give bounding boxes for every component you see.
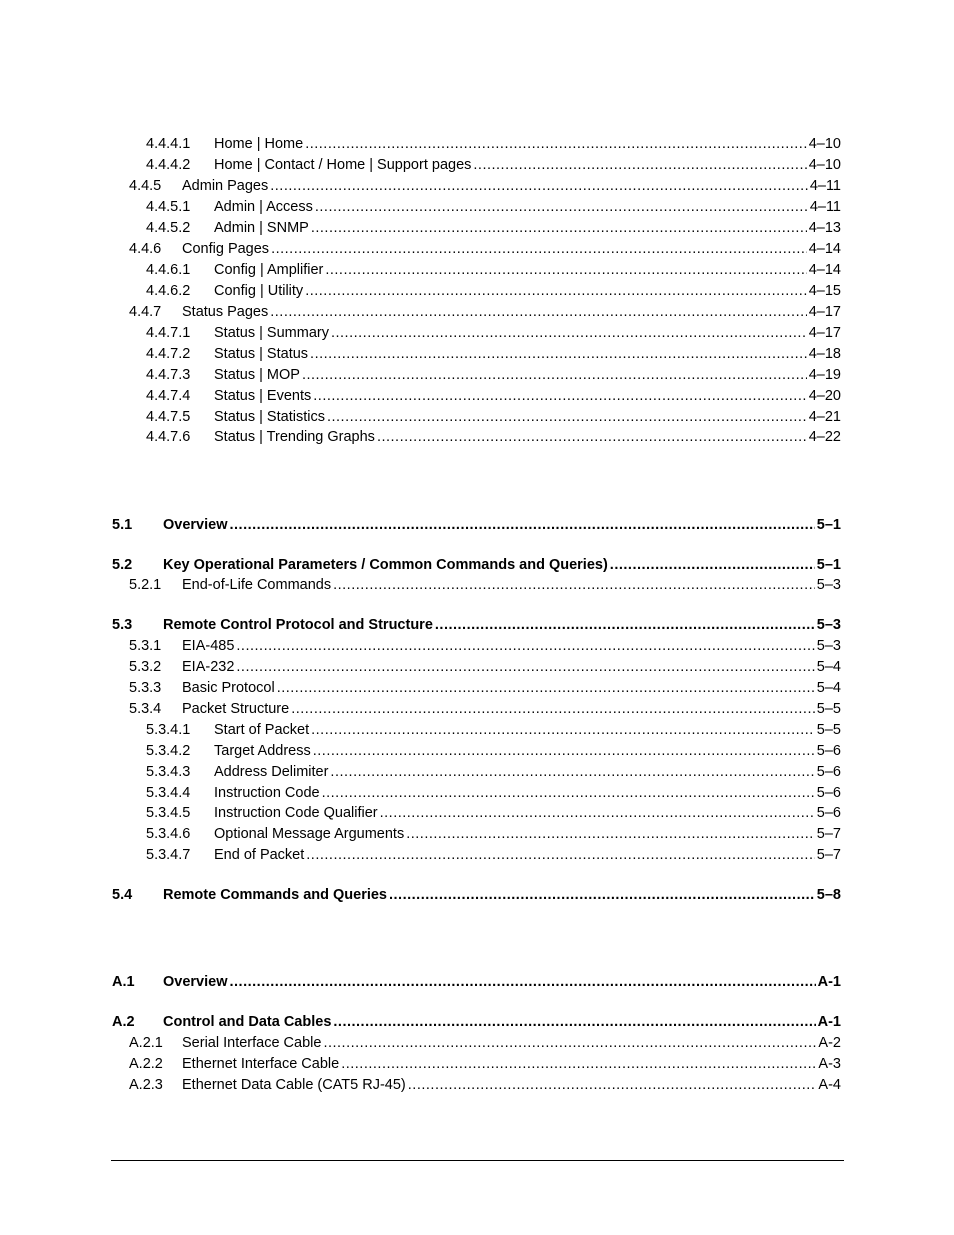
toc-entry-title: Start of Packet xyxy=(214,722,310,738)
toc-entry[interactable] xyxy=(146,783,841,803)
toc-entry-number: 4.4.7.4 xyxy=(146,388,191,404)
toc-entry[interactable] xyxy=(112,515,841,535)
toc-entry-number: 4.4.7.6 xyxy=(146,429,191,445)
toc-entry-number: 5.3.4.7 xyxy=(146,847,191,863)
toc-entry-title: Config | Utility xyxy=(214,283,304,299)
toc-entry-number: 5.3.4.5 xyxy=(146,805,191,821)
toc-entry-page: A-2 xyxy=(818,1035,841,1051)
toc-entry-number: 4.4.7 xyxy=(129,304,162,320)
toc-entry[interactable] xyxy=(146,741,841,761)
toc-entry-number: 5.3.2 xyxy=(129,659,162,675)
toc-dot-leader xyxy=(230,972,816,992)
toc-entry-number: A.2.1 xyxy=(129,1035,163,1051)
toc-entry[interactable] xyxy=(129,575,841,595)
toc-entry-title: Home | Home xyxy=(214,136,304,152)
toc-entry-page: 5–4 xyxy=(816,680,841,696)
toc-entry[interactable] xyxy=(146,762,841,782)
toc-entry-title: Basic Protocol xyxy=(182,680,275,696)
toc-entry[interactable] xyxy=(112,555,841,575)
toc-entry-number: A.2.2 xyxy=(129,1056,163,1072)
toc-entry[interactable] xyxy=(146,427,841,447)
toc-dot-leader xyxy=(380,803,815,823)
toc-entry[interactable] xyxy=(146,281,841,301)
toc-entry-title: Overview xyxy=(163,974,228,990)
toc-entry-number: 5.3.3 xyxy=(129,680,162,696)
toc-dot-leader xyxy=(230,515,815,535)
toc-entry-number: 4.4.7.3 xyxy=(146,367,191,383)
toc-entry-page: 4–17 xyxy=(808,304,841,320)
toc-entry-number: 4.4.4.1 xyxy=(146,136,191,152)
toc-entry-number: 4.4.6.1 xyxy=(146,262,191,278)
toc-entry-page: 4–17 xyxy=(808,325,841,341)
toc-entry-page: A-3 xyxy=(818,1056,841,1072)
toc-entry[interactable] xyxy=(146,803,841,823)
toc-entry-page: 5–6 xyxy=(816,805,841,821)
toc-dot-leader xyxy=(311,720,815,740)
toc-entry-page: 4–10 xyxy=(808,136,841,152)
toc-entry-number: 4.4.7.2 xyxy=(146,346,191,362)
toc-entry-number: 5.3.4 xyxy=(129,701,162,717)
toc-entry[interactable] xyxy=(129,176,841,196)
toc-entry-number: A.2 xyxy=(112,1014,135,1030)
toc-entry-page: 5–3 xyxy=(816,577,841,593)
toc-entry-page: 4–11 xyxy=(809,199,841,215)
toc-entry[interactable] xyxy=(146,344,841,364)
toc-entry[interactable] xyxy=(129,1075,841,1095)
toc-dot-leader xyxy=(315,197,808,217)
toc-entry-page: 5–4 xyxy=(816,659,841,675)
toc-entry-number: 4.4.6 xyxy=(129,241,162,257)
toc-entry-page: 5–6 xyxy=(816,743,841,759)
toc-dot-leader xyxy=(305,134,807,154)
toc-entry-page: A-1 xyxy=(817,974,841,990)
toc-entry-number: 5.3.1 xyxy=(129,638,162,654)
toc-entry-title: Target Address xyxy=(214,743,311,759)
toc-entry[interactable] xyxy=(112,1012,841,1032)
toc-dot-leader xyxy=(330,762,814,782)
toc-entry[interactable] xyxy=(112,615,841,635)
toc-dot-leader xyxy=(311,218,807,238)
toc-entry-page: 4–20 xyxy=(808,388,841,404)
toc-dot-leader xyxy=(341,1054,816,1074)
toc-entry-page: 5–6 xyxy=(816,785,841,801)
toc-entry-title: Status | Status xyxy=(214,346,309,362)
toc-entry-page: 4–13 xyxy=(808,220,841,236)
toc-entry-page: 5–8 xyxy=(816,887,841,903)
toc-entry-title: Key Operational Parameters / Common Commands and Queries) xyxy=(163,557,608,573)
toc-dot-leader xyxy=(271,239,807,259)
toc-entry-number: 4.4.4.2 xyxy=(146,157,191,173)
toc-dot-leader xyxy=(331,323,807,343)
toc-entry-title: Admin | Access xyxy=(214,199,313,215)
toc-entry-page: 4–19 xyxy=(808,367,841,383)
toc-dot-leader xyxy=(277,678,815,698)
toc-dot-leader xyxy=(610,555,815,575)
toc-dot-leader xyxy=(435,615,815,635)
toc-entry-title: Remote Control Protocol and Structure xyxy=(163,617,433,633)
toc-dot-leader xyxy=(327,407,807,427)
toc-dot-leader xyxy=(323,1033,816,1053)
toc-entry-title: Config Pages xyxy=(182,241,270,257)
toc-entry[interactable] xyxy=(146,197,841,217)
toc-entry-title: Control and Data Cables xyxy=(163,1014,332,1030)
toc-entry-page: 5–7 xyxy=(816,847,841,863)
toc-entry-number: 5.2 xyxy=(112,557,133,573)
toc-entry-title: Admin | SNMP xyxy=(214,220,309,236)
toc-entry[interactable] xyxy=(129,699,841,719)
toc-entry[interactable] xyxy=(146,218,841,238)
toc-dot-leader xyxy=(302,365,807,385)
toc-entry[interactable] xyxy=(146,260,841,280)
toc-entry-page: A-4 xyxy=(818,1077,841,1093)
toc-entry-title: Optional Message Arguments xyxy=(214,826,405,842)
toc-dot-leader xyxy=(270,176,808,196)
toc-entry-number: 5.3 xyxy=(112,617,133,633)
toc-entry[interactable] xyxy=(112,972,841,992)
toc-entry-title: Status Pages xyxy=(182,304,269,320)
toc-entry-number: A.2.3 xyxy=(129,1077,163,1093)
toc-entry-page: 5–5 xyxy=(816,701,841,717)
toc-entry[interactable] xyxy=(129,678,841,698)
toc-dot-leader xyxy=(389,885,815,905)
toc-entry-number: 5.3.4.6 xyxy=(146,826,191,842)
toc-entry-page: 5–7 xyxy=(816,826,841,842)
toc-entry-page: 4–14 xyxy=(808,262,841,278)
toc-entry-title: Instruction Code Qualifier xyxy=(214,805,378,821)
toc-entry[interactable] xyxy=(146,845,841,865)
toc-entry-number: 4.4.5.2 xyxy=(146,220,191,236)
footer-divider xyxy=(111,1160,844,1161)
toc-entry-number: 5.1 xyxy=(112,517,133,533)
toc-entry-number: 4.4.5 xyxy=(129,178,162,194)
toc-entry-number: 4.4.5.1 xyxy=(146,199,191,215)
toc-entry-title: Status | Statistics xyxy=(214,409,325,425)
toc-entry[interactable] xyxy=(129,657,841,677)
toc-entry-title: Status | Summary xyxy=(214,325,329,341)
toc-dot-leader xyxy=(333,575,815,595)
toc-dot-leader xyxy=(313,741,815,761)
toc-entry-number: A.1 xyxy=(112,974,135,990)
toc-dot-leader xyxy=(333,1012,815,1032)
toc-dot-leader xyxy=(236,657,814,677)
toc-entry-number: 4.4.6.2 xyxy=(146,283,191,299)
toc-entry-title: Ethernet Interface Cable xyxy=(182,1056,340,1072)
toc-dot-leader xyxy=(313,386,806,406)
toc-entry-title: End-of-Life Commands xyxy=(182,577,332,593)
toc-entry[interactable] xyxy=(146,386,841,406)
toc-entry-title: Home | Contact / Home | Support pages xyxy=(214,157,472,173)
toc-entry[interactable] xyxy=(146,155,841,175)
toc-dot-leader xyxy=(473,155,806,175)
toc-entry[interactable] xyxy=(129,1054,841,1074)
toc-entry-title: Overview xyxy=(163,517,228,533)
toc-dot-leader xyxy=(322,783,815,803)
toc-dot-leader xyxy=(377,427,807,447)
toc-entry-number: 5.3.4.3 xyxy=(146,764,191,780)
toc-entry-number: 5.4 xyxy=(112,887,133,903)
toc-dot-leader xyxy=(306,845,815,865)
toc-entry-title: Status | Events xyxy=(214,388,312,404)
toc-dot-leader xyxy=(305,281,807,301)
toc-entry-page: 4–15 xyxy=(808,283,841,299)
toc-entry-page: 4–22 xyxy=(808,429,841,445)
toc-entry-page: 4–10 xyxy=(808,157,841,173)
toc-entry-number: 5.3.4.1 xyxy=(146,722,191,738)
toc-entry[interactable] xyxy=(146,824,841,844)
toc-entry-title: Serial Interface Cable xyxy=(182,1035,322,1051)
toc-entry-page: 5–5 xyxy=(816,722,841,738)
toc-entry-number: 4.4.7.5 xyxy=(146,409,191,425)
toc-entry[interactable] xyxy=(146,323,841,343)
toc-entry-page: 5–1 xyxy=(816,557,841,573)
toc-entry[interactable] xyxy=(146,134,841,154)
toc-entry[interactable] xyxy=(129,239,841,259)
toc-entry-title: Status | MOP xyxy=(214,367,300,383)
toc-entry[interactable] xyxy=(146,720,841,740)
toc-entry-number: 4.4.7.1 xyxy=(146,325,191,341)
toc-entry[interactable] xyxy=(129,302,841,322)
toc-entry-title: EIA-232 xyxy=(182,659,235,675)
toc-entry-title: Ethernet Data Cable (CAT5 RJ-45) xyxy=(182,1077,406,1093)
toc-entry-title: EIA-485 xyxy=(182,638,235,654)
toc-entry[interactable] xyxy=(146,407,841,427)
toc-dot-leader xyxy=(310,344,807,364)
toc-entry-title: Address Delimiter xyxy=(214,764,329,780)
toc-entry-page: A-1 xyxy=(817,1014,841,1030)
toc-entry-page: 4–14 xyxy=(808,241,841,257)
toc-entry-title: End of Packet xyxy=(214,847,305,863)
toc-entry-title: Config | Amplifier xyxy=(214,262,324,278)
toc-dot-leader xyxy=(236,636,814,656)
toc-dot-leader xyxy=(406,824,815,844)
toc-entry[interactable] xyxy=(129,1033,841,1053)
toc-entry-page: 4–18 xyxy=(808,346,841,362)
toc-entry-page: 5–1 xyxy=(816,517,841,533)
toc-entry-title: Admin Pages xyxy=(182,178,269,194)
toc-entry-number: 5.2.1 xyxy=(129,577,162,593)
toc-dot-leader xyxy=(325,260,806,280)
toc-entry-title: Remote Commands and Queries xyxy=(163,887,387,903)
toc-entry[interactable] xyxy=(129,636,841,656)
toc-dot-leader xyxy=(408,1075,817,1095)
toc-entry-title: Instruction Code xyxy=(214,785,320,801)
toc-entry-page: 4–21 xyxy=(808,409,841,425)
toc-entry[interactable] xyxy=(146,365,841,385)
toc-entry-number: 5.3.4.4 xyxy=(146,785,191,801)
toc-entry-page: 4–11 xyxy=(809,178,841,194)
toc-dot-leader xyxy=(270,302,806,322)
toc-entry-page: 5–3 xyxy=(816,638,841,654)
toc-entry-page: 5–6 xyxy=(816,764,841,780)
toc-entry-page: 5–3 xyxy=(816,617,841,633)
toc-entry-number: 5.3.4.2 xyxy=(146,743,191,759)
toc-entry-title: Packet Structure xyxy=(182,701,290,717)
toc-entry[interactable] xyxy=(112,885,841,905)
toc-dot-leader xyxy=(291,699,815,719)
toc-entry-title: Status | Trending Graphs xyxy=(214,429,375,445)
